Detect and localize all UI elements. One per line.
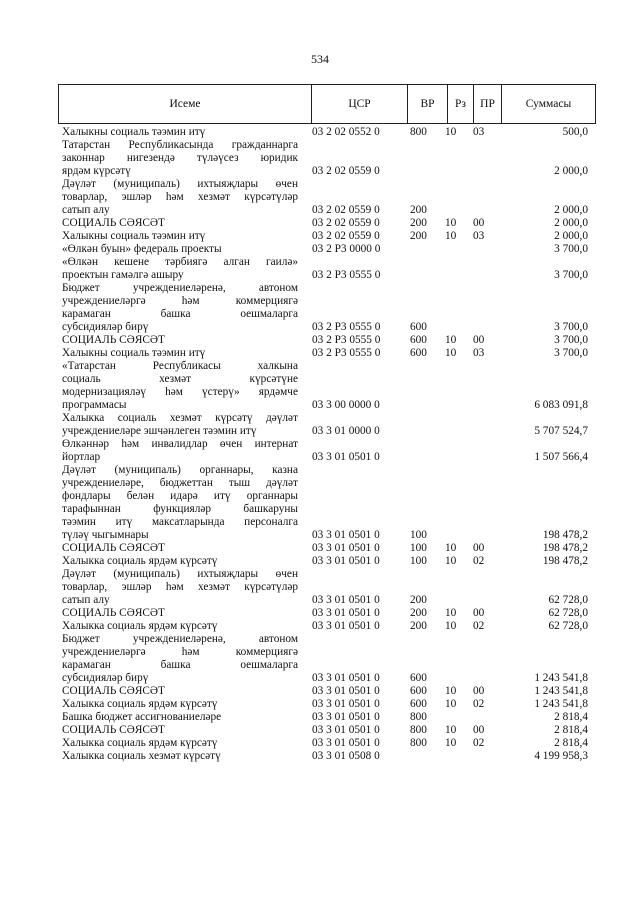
row-name: [62, 334, 298, 347]
row-name-line: товарлар, эшләр һәм хезмәт күрсәтүләр: [62, 191, 298, 203]
row-name-line: Халыкка социаль ярдәм күрсәтү: [62, 620, 218, 632]
row-sum: 1 243 541,8: [534, 672, 588, 684]
row-vr: 200: [410, 230, 427, 242]
row-pr: 02: [473, 698, 485, 710]
row-csr: 03 2 P3 0555 0: [312, 269, 381, 281]
row-name-line: Халыкны социаль тәэмин итү: [62, 126, 206, 138]
row-name-line: социаль хезмәт күрсәтүне: [62, 373, 298, 385]
row-name-line: «Татарстан Республикасы халкына: [62, 360, 298, 372]
table-row: [0, 633, 640, 685]
row-sum: 2 818,4: [554, 711, 588, 723]
table-row: [0, 568, 640, 607]
page-number: 534: [311, 52, 329, 66]
row-name: [62, 607, 298, 620]
row-name: [62, 724, 298, 737]
row-name-line: учреждениеләре, бюджеттан тыш дәүләт: [62, 477, 298, 489]
row-name-line: тарафыннан функцияләр башкаруны: [62, 503, 298, 515]
row-name-line: карамаган башка оешмаларга: [62, 659, 298, 671]
row-name-line: товарлар, эшләр һәм хезмәт күрсәтүләр: [62, 581, 298, 593]
row-rz: 10: [445, 620, 457, 632]
row-sum: 2 000,0: [554, 165, 588, 177]
row-sum: 62 728,0: [548, 594, 588, 606]
row-sum: 2 000,0: [554, 230, 588, 242]
row-csr: 03 3 01 0501 0: [312, 607, 380, 619]
row-vr: 200: [410, 607, 427, 619]
row-pr: 02: [473, 737, 485, 749]
row-name: [62, 698, 298, 711]
table-row: [0, 620, 640, 633]
row-name: [62, 243, 298, 256]
row-name: [62, 230, 298, 243]
row-name-line: сатып алу: [62, 594, 110, 606]
table-row: [0, 282, 640, 334]
row-sum: 3 700,0: [554, 347, 588, 359]
row-name: [62, 633, 298, 685]
row-sum: 5 707 524,7: [534, 425, 588, 437]
row-name-line: тәэмин итү максатларында персоналга: [62, 516, 298, 528]
row-csr: 03 3 01 0501 0: [312, 542, 380, 554]
row-name-line: Халыкны социаль тәэмин итү: [62, 347, 206, 359]
row-pr: 00: [473, 217, 485, 229]
row-pr: 00: [473, 685, 485, 697]
table-row: [0, 737, 640, 750]
row-csr: 03 3 01 0501 0: [312, 724, 380, 736]
table-row: [0, 724, 640, 737]
row-vr: 100: [410, 529, 427, 541]
row-vr: 800: [410, 711, 427, 723]
row-csr: 03 2 P3 0000 0: [312, 243, 381, 255]
row-sum: 198 478,2: [542, 555, 588, 567]
row-sum: 3 700,0: [554, 334, 588, 346]
row-csr: 03 2 02 0559 0: [312, 230, 380, 242]
row-vr: 100: [410, 542, 427, 554]
row-sum: 6 083 091,8: [534, 399, 588, 411]
row-vr: 600: [410, 672, 427, 684]
row-rz: 10: [445, 347, 457, 359]
row-name-line: СОЦИАЛЬ СӘЯСӘТ: [62, 607, 165, 619]
row-csr: 03 3 01 0501 0: [312, 451, 380, 463]
row-name: [62, 360, 298, 412]
row-name: [62, 711, 298, 724]
table-row: [0, 178, 640, 217]
row-sum: 62 728,0: [548, 620, 588, 632]
row-sum: 4 199 958,3: [534, 750, 588, 762]
row-vr: 200: [410, 217, 427, 229]
row-name-line: Халыкка социаль хезмәт күрсәтү: [62, 750, 221, 762]
row-rz: 10: [445, 230, 457, 242]
row-rz: 10: [445, 685, 457, 697]
row-name-line: Халыкка социаль ярдәм күрсәтү: [62, 698, 218, 710]
row-name-line: Өлкәннәр һәм инвалидлар өчен интернат: [62, 438, 298, 450]
row-name-line: законнар нигезендә түләүсез юридик: [62, 152, 298, 164]
row-sum: 2 818,4: [554, 724, 588, 736]
row-vr: 600: [410, 685, 427, 697]
row-name-line: Дәүләт (муниципаль) органнары, казна: [62, 464, 298, 476]
row-name-line: Халыкны социаль тәэмин итү: [62, 230, 206, 242]
row-pr: 03: [473, 126, 485, 138]
row-name-line: «Өлкән буын» федераль проекты: [62, 243, 222, 255]
row-name-line: йортлар: [62, 451, 101, 463]
table-row: [0, 139, 640, 178]
row-vr: 200: [410, 204, 427, 216]
row-csr: 03 2 02 0559 0: [312, 204, 380, 216]
row-name-line: Дәүләт (муниципаль) ихтыяҗлары өчен: [62, 568, 298, 580]
row-name: [62, 126, 298, 139]
row-name: [62, 139, 298, 178]
table-row: [0, 217, 640, 230]
row-name-line: Бюджет учреждениеләренә, автоном: [62, 282, 298, 294]
row-csr: 03 3 01 0501 0: [312, 672, 380, 684]
row-name: [62, 568, 298, 607]
row-name-line: Башка бюджет ассигнованиеләре: [62, 711, 222, 723]
row-sum: 500,0: [562, 126, 588, 138]
row-pr: 02: [473, 620, 485, 632]
row-rz: 10: [445, 737, 457, 749]
row-sum: 3 700,0: [554, 243, 588, 255]
row-sum: 3 700,0: [554, 321, 588, 333]
row-rz: 10: [445, 607, 457, 619]
row-name-line: Халыкка социаль ярдәм күрсәтү: [62, 555, 218, 567]
row-name-line: сатып алу: [62, 204, 110, 216]
row-name-line: түләү чыгымнары: [62, 529, 149, 541]
row-name: [62, 685, 298, 698]
row-name-line: СОЦИАЛЬ СӘЯСӘТ: [62, 685, 165, 697]
row-rz: 10: [445, 542, 457, 554]
row-vr: 200: [410, 620, 427, 632]
row-name: [62, 412, 298, 438]
column-header-rz: Рз: [447, 85, 473, 123]
row-name-line: программасы: [62, 399, 127, 411]
row-name: [62, 620, 298, 633]
row-name-line: Дәүләт (муниципаль) ихтыяҗлары өчен: [62, 178, 298, 190]
row-name-line: СОЦИАЛЬ СӘЯСӘТ: [62, 217, 165, 229]
table-row: [0, 412, 640, 438]
row-sum: 198 478,2: [542, 529, 588, 541]
row-csr: 03 3 01 0508 0: [312, 750, 380, 762]
row-name: [62, 737, 298, 750]
table-row: [0, 750, 640, 763]
row-rz: 10: [445, 555, 457, 567]
row-name-line: «Өлкән кешене тәрбиягә алган гаилә»: [62, 256, 298, 268]
row-csr: 03 3 01 0501 0: [312, 737, 380, 749]
row-sum: 1 507 566,4: [534, 451, 588, 463]
row-name-line: учреждениеләргә һәм коммерциягә: [62, 646, 298, 658]
table-body: [0, 126, 640, 763]
table-row: [0, 555, 640, 568]
row-pr: 03: [473, 347, 485, 359]
row-csr: 03 3 01 0501 0: [312, 711, 380, 723]
row-name-line: фондлары белән идарә итү органнары: [62, 490, 298, 502]
column-header-sum: Суммасы: [501, 85, 595, 123]
row-name-line: СОЦИАЛЬ СӘЯСӘТ: [62, 724, 165, 736]
row-name-line: СОЦИАЛЬ СӘЯСӘТ: [62, 542, 165, 554]
row-name-line: субсидияләр бирү: [62, 321, 149, 333]
row-name-line: Халыкка социаль ярдәм күрсәтү: [62, 737, 218, 749]
column-header-pr: ПР: [473, 85, 501, 123]
row-name: [62, 750, 298, 763]
row-sum: 2 818,4: [554, 737, 588, 749]
table-row: [0, 126, 640, 139]
column-header-name: Исеме: [169, 98, 201, 110]
table-row: [0, 607, 640, 620]
row-vr: 600: [410, 321, 427, 333]
row-rz: 10: [445, 724, 457, 736]
row-sum: 3 700,0: [554, 269, 588, 281]
row-vr: 600: [410, 698, 427, 710]
row-sum: 2 000,0: [554, 217, 588, 229]
row-csr: 03 3 01 0000 0: [312, 425, 380, 437]
column-header-csr: ЦСР: [311, 85, 407, 123]
row-name-line: СОЦИАЛЬ СӘЯСӘТ: [62, 334, 165, 346]
row-pr: 02: [473, 555, 485, 567]
row-name: [62, 542, 298, 555]
row-name-line: проектын гамәлгә ашыру: [62, 269, 184, 281]
row-sum: 62 728,0: [548, 607, 588, 619]
row-csr: 03 3 01 0501 0: [312, 555, 380, 567]
row-name-line: Халыкка социаль хезмәт күрсәтү дәүләт: [62, 412, 298, 424]
row-name: [62, 282, 298, 334]
column-header-vr: ВР: [407, 85, 447, 123]
row-csr: 03 3 01 0501 0: [312, 529, 380, 541]
row-sum: 2 000,0: [554, 204, 588, 216]
table-row: [0, 243, 640, 256]
row-pr: 00: [473, 334, 485, 346]
table-row: [0, 438, 640, 464]
table-row: [0, 334, 640, 347]
row-vr: 800: [410, 126, 427, 138]
row-name: [62, 438, 298, 464]
row-sum: 1 243 541,8: [534, 698, 588, 710]
row-rz: 10: [445, 217, 457, 229]
row-sum: 198 478,2: [542, 542, 588, 554]
table-row: [0, 360, 640, 412]
row-csr: 03 3 00 0000 0: [312, 399, 380, 411]
row-csr: 03 2 02 0559 0: [312, 217, 380, 229]
row-csr: 03 2 P3 0555 0: [312, 334, 381, 346]
table-row: [0, 230, 640, 243]
row-name-line: ярдәм күрсәтү: [62, 165, 131, 177]
table-row: [0, 256, 640, 282]
row-vr: 600: [410, 334, 427, 346]
row-pr: 00: [473, 724, 485, 736]
row-rz: 10: [445, 126, 457, 138]
table-header: [58, 84, 596, 124]
row-name: [62, 347, 298, 360]
row-csr: 03 3 01 0501 0: [312, 620, 380, 632]
row-name: [62, 256, 298, 282]
row-csr: 03 2 02 0552 0: [312, 126, 380, 138]
row-name-line: карамаган башка оешмаларга: [62, 308, 298, 320]
table-row: [0, 542, 640, 555]
row-name: [62, 464, 298, 542]
row-pr: 00: [473, 542, 485, 554]
row-pr: 00: [473, 607, 485, 619]
row-csr: 03 3 01 0501 0: [312, 698, 380, 710]
row-vr: 200: [410, 594, 427, 606]
row-csr: 03 2 P3 0555 0: [312, 347, 381, 359]
table-row: [0, 464, 640, 542]
row-csr: 03 3 01 0501 0: [312, 685, 380, 697]
row-vr: 800: [410, 724, 427, 736]
row-csr: 03 2 P3 0555 0: [312, 321, 381, 333]
row-name: [62, 555, 298, 568]
row-vr: 800: [410, 737, 427, 749]
table-row: [0, 698, 640, 711]
row-csr: 03 3 01 0501 0: [312, 594, 380, 606]
row-vr: 100: [410, 555, 427, 567]
row-pr: 03: [473, 230, 485, 242]
row-vr: 600: [410, 347, 427, 359]
table-row: [0, 685, 640, 698]
row-name-line: субсидияләр бирү: [62, 672, 149, 684]
row-csr: 03 2 02 0559 0: [312, 165, 380, 177]
row-rz: 10: [445, 698, 457, 710]
row-name: [62, 217, 298, 230]
row-name: [62, 178, 298, 217]
row-name-line: учреждениеләргә һәм коммерциягә: [62, 295, 298, 307]
table-row: [0, 347, 640, 360]
table-row: [0, 711, 640, 724]
row-rz: 10: [445, 334, 457, 346]
row-name-line: учреждениеләре эшчәнлеген тәэмин итү: [62, 425, 257, 437]
row-sum: 1 243 541,8: [534, 685, 588, 697]
row-name-line: Бюджет учреждениеләренә, автоном: [62, 633, 298, 645]
row-name-line: Татарстан Республикасында гражданнарга: [62, 139, 298, 151]
row-name-line: модернизацияләү һәм үстерү» ярдәмче: [62, 386, 298, 398]
